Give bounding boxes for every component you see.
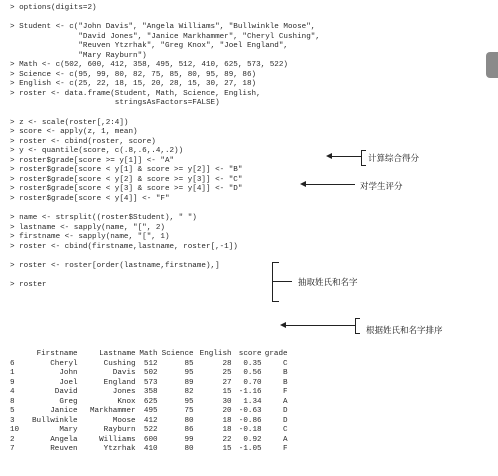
table-cell: Reuven <box>50 445 78 454</box>
table-cell: C <box>283 359 288 368</box>
table-cell: 89 <box>184 378 194 387</box>
table-cell: 28 <box>222 359 232 368</box>
table-cell: 0.35 <box>243 359 262 368</box>
table-cell: 573 <box>143 378 158 387</box>
table-cell: 9 <box>10 378 15 387</box>
code-line: "David Jones", "Janice Markhammer", "Cheryl Cushing", <box>10 32 320 41</box>
table-row <box>10 379 288 389</box>
code-line: > Science <- c(95, 99, 80, 82, 75, 85, 80, 95, 89, 86) <box>10 70 257 79</box>
table-cell: 4 <box>10 388 15 397</box>
table-cell: Rayburn <box>103 426 136 435</box>
code-block <box>10 4 320 290</box>
annotation-name: 抽取姓氏和名字 <box>298 278 358 288</box>
table-cell: Greg <box>59 397 78 406</box>
code-line: > roster <- data.frame(Student, Math, Science, English, <box>10 89 261 98</box>
code-line: > roster <- roster[order(lastname,firstname),] <box>10 261 220 270</box>
table-row <box>10 407 288 417</box>
table-cell: Janice <box>50 407 78 416</box>
table-cell: 522 <box>143 426 158 435</box>
table-cell: 85 <box>184 359 194 368</box>
table-cell: John <box>59 369 78 378</box>
table-cell: 95 <box>184 397 194 406</box>
table-cell: A <box>283 397 288 406</box>
bracket <box>355 318 360 334</box>
table-cell: 502 <box>143 369 158 378</box>
code-line: > options(digits=2) <box>10 4 97 12</box>
table-header-cell: Lastname <box>99 350 136 358</box>
code-line: > name <- strsplit((roster$Student), " ") <box>10 214 197 223</box>
code-line: > firstname <- sapply(name, "[", 1) <box>10 233 170 242</box>
table-cell: Williams <box>99 435 136 444</box>
table-cell: 7 <box>10 445 15 454</box>
table-cell: 82 <box>184 388 194 397</box>
code-line: > roster$grade[score >= y[1]] <- "A" <box>10 156 175 165</box>
code-line: > lastname <- sapply(name, "[", 2) <box>10 223 165 232</box>
roster-output-table <box>10 350 288 455</box>
table-cell: 18 <box>222 416 232 425</box>
table-cell: 80 <box>184 416 194 425</box>
table-cell: -0.18 <box>238 426 262 435</box>
table-cell: 30 <box>222 397 232 406</box>
table-header-cell: score <box>238 350 262 358</box>
table-cell: Jones <box>112 388 136 397</box>
code-line: "Reuven Ytzrhak", "Greg Knox", "Joel England", <box>10 42 288 51</box>
table-cell: 410 <box>143 445 158 454</box>
code-line <box>10 14 320 24</box>
table-cell: D <box>283 416 288 425</box>
table-cell: 1 <box>10 369 15 378</box>
table-cell: 5 <box>10 407 15 416</box>
table-row <box>10 360 288 370</box>
table-cell: Davis <box>112 369 136 378</box>
table-cell: 80 <box>184 445 194 454</box>
table-cell: 10 <box>10 426 20 435</box>
table-cell: 25 <box>222 369 232 378</box>
table-cell: 95 <box>184 369 194 378</box>
table-cell: -0.86 <box>238 416 262 425</box>
table-header-row <box>10 350 288 360</box>
table-cell: 495 <box>143 407 158 416</box>
table-cell: England <box>103 378 136 387</box>
table-cell: B <box>283 369 288 378</box>
table-cell: F <box>283 388 288 397</box>
table-header-cell: Firstname <box>36 350 78 358</box>
table-cell: 2 <box>10 435 15 444</box>
bracket <box>361 150 366 166</box>
table-cell: Cheryl <box>50 359 78 368</box>
table-cell: 0.92 <box>243 435 262 444</box>
table-header-cell <box>10 350 32 360</box>
table-cell: Moose <box>112 416 136 425</box>
code-line: > roster <- cbind(firstname,lastname, roster[,-1]) <box>10 242 238 251</box>
table-header-cell: Science <box>161 350 194 358</box>
table-cell: Ytzrhak <box>103 445 136 454</box>
code-line <box>10 109 320 119</box>
code-line: > Student <- c("John Davis", "Angela Williams", "Bullwinkle Moose", <box>10 23 316 32</box>
code-line: > roster$grade[score < y[2] & score >= y[3]] <- "C" <box>10 175 243 184</box>
table-cell: 8 <box>10 397 15 406</box>
table-row <box>10 445 288 455</box>
code-line: > roster$grade[score < y[4]] <- "F" <box>10 194 170 203</box>
table-cell: Knox <box>117 397 136 406</box>
table-row <box>10 436 288 446</box>
table-row <box>10 417 288 427</box>
table-cell: 75 <box>184 407 194 416</box>
table-cell: 99 <box>184 435 194 444</box>
table-cell: -0.63 <box>238 407 262 416</box>
table-cell: 18 <box>222 426 232 435</box>
table-cell: Bullwinkle <box>32 416 78 425</box>
table-cell: C <box>283 426 288 435</box>
table-cell: 412 <box>143 416 158 425</box>
table-cell: A <box>283 435 288 444</box>
table-cell: 20 <box>222 407 232 416</box>
code-line: > Math <- c(502, 600, 412, 358, 495, 512, 410, 625, 573, 522) <box>10 61 288 70</box>
code-line: > roster <box>10 280 47 289</box>
table-cell: 600 <box>143 435 158 444</box>
table-cell: 22 <box>222 435 232 444</box>
code-line: > y <- quantile(score, c(.8,.6,.4,.2)) <box>10 147 184 156</box>
table-cell: David <box>54 388 78 397</box>
table-cell: 1.34 <box>243 397 262 406</box>
scrollbar-tab[interactable] <box>486 52 498 78</box>
table-cell: Joel <box>59 378 78 387</box>
table-cell: Markhammer <box>90 407 136 416</box>
bracket <box>272 262 279 302</box>
code-line: "Mary Rayburn") <box>10 51 147 60</box>
table-cell: 3 <box>10 416 15 425</box>
table-cell: 0.70 <box>243 378 262 387</box>
table-cell: 0.56 <box>243 369 262 378</box>
table-cell: 6 <box>10 359 15 368</box>
arrow-line <box>272 281 292 282</box>
code-line: stringsAsFactors=FALSE) <box>10 99 220 108</box>
arrow-line <box>285 325 355 326</box>
table-cell: 27 <box>222 378 232 387</box>
table-cell: Cushing <box>103 359 136 368</box>
table-cell: 625 <box>143 397 158 406</box>
table-cell: -1.16 <box>238 388 262 397</box>
table-row <box>10 369 288 379</box>
table-header-cell: English <box>199 350 232 358</box>
table-cell: F <box>283 445 288 454</box>
table-header-cell: Math <box>139 350 158 358</box>
table-cell: 512 <box>143 359 158 368</box>
code-line: > roster$grade[score < y[3] & score >= y[4]] <- "D" <box>10 185 243 194</box>
table-cell: Mary <box>59 426 78 435</box>
table-row <box>10 388 288 398</box>
annotation-grade: 对学生评分 <box>360 182 403 192</box>
table-cell: 358 <box>143 388 158 397</box>
code-line: > roster$grade[score < y[1] & score >= y[2]] <- "B" <box>10 166 243 175</box>
code-line <box>10 204 320 214</box>
code-line: > English <- c(25, 22, 18, 15, 20, 28, 15, 30, 27, 18) <box>10 80 257 89</box>
code-line: > z <- scale(roster[,2:4]) <box>10 118 129 127</box>
code-line: > score <- apply(z, 1, mean) <box>10 128 138 137</box>
table-cell: B <box>283 378 288 387</box>
table-cell: D <box>283 407 288 416</box>
table-cell: 15 <box>222 388 232 397</box>
code-line <box>10 252 320 262</box>
table-row <box>10 398 288 408</box>
table-cell: -1.05 <box>238 445 262 454</box>
table-header-cell: grade <box>264 350 288 358</box>
arrow-line <box>331 156 361 157</box>
table-row <box>10 426 288 436</box>
arrow-line <box>305 184 355 185</box>
annotation-sort: 根据姓氏和名字排序 <box>366 326 443 336</box>
table-cell: 86 <box>184 426 194 435</box>
code-line: > roster <- cbind(roster, score) <box>10 137 156 146</box>
annotation-score: 计算综合得分 <box>368 154 420 164</box>
table-cell: Angela <box>50 435 78 444</box>
table-cell: 15 <box>222 445 232 454</box>
